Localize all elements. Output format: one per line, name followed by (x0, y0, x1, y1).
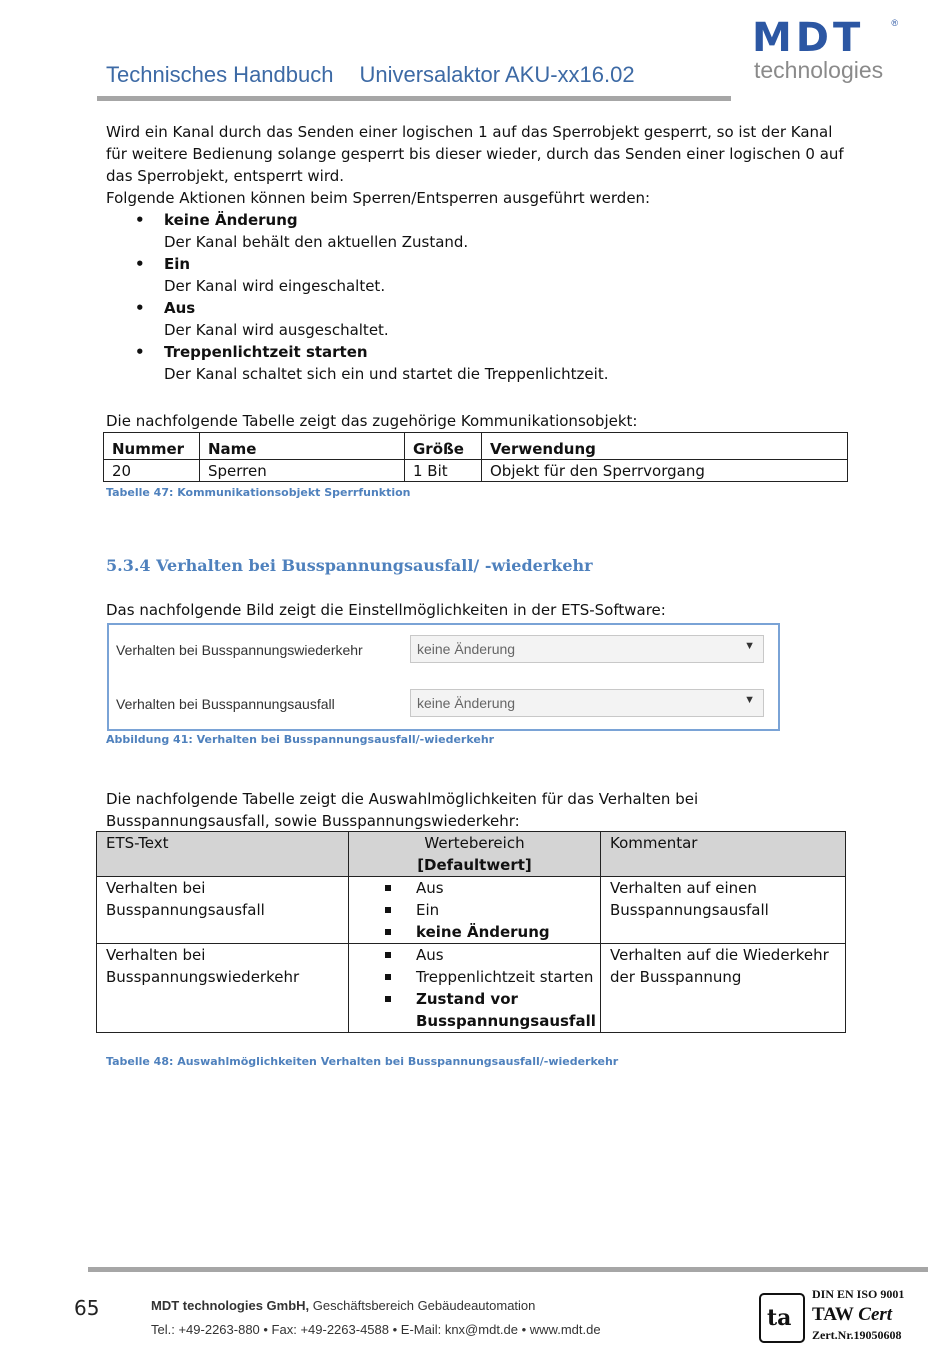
action-desc: Der Kanal schaltet sich ein und startet die Treppenlichtzeit. (164, 365, 609, 383)
list-item (377, 944, 600, 966)
footer-company (151, 1298, 535, 1313)
cert-issuer-suffix: Cert (858, 1304, 893, 1325)
table-header-cell (349, 832, 601, 877)
table-row (104, 460, 848, 482)
options-table (96, 831, 846, 1033)
table-header-cell: Kommentar (601, 832, 846, 877)
taw-logo-text: ta (767, 1305, 792, 1331)
table-cell: Verhalten bei Busspannungswiederkehr (97, 944, 349, 1033)
cert-standard: DIN EN ISO 9001 (812, 1287, 905, 1301)
list-item (377, 966, 600, 988)
square-bullet-icon (385, 996, 391, 1002)
table-cell: 1 Bit (405, 460, 482, 482)
figure-caption: Abbildung 41: Verhalten bei Busspannungsausfall/-wiederkehr (106, 733, 495, 746)
table-header-cell: ETS-Text (97, 832, 349, 877)
page-number: 65 (74, 1296, 100, 1320)
table-header-row (97, 832, 846, 877)
action-desc: Der Kanal wird eingeschaltet. (164, 277, 386, 295)
header-line: [Defaultwert] (417, 856, 532, 874)
option-list (349, 944, 600, 1032)
square-bullet-icon (385, 907, 391, 913)
company-name: MDT technologies GmbH, (151, 1298, 310, 1313)
list-item (135, 209, 835, 253)
table-cell: Verhalten auf einen Busspannungsausfall (601, 877, 846, 944)
table-header-cell: Verwendung (482, 433, 848, 460)
logo-sub-text: technologies (754, 57, 884, 83)
bullet-icon: • (135, 299, 145, 317)
footer-divider (88, 1267, 928, 1272)
option-text: keine Änderung (416, 923, 550, 941)
list-item (377, 988, 600, 1032)
bullet-icon: • (135, 211, 145, 229)
table-cell: Objekt für den Sperrvorgang (482, 460, 848, 482)
table-cell (349, 877, 601, 944)
option-list (349, 877, 600, 943)
select-value: keine Änderung (417, 641, 516, 657)
list-item (377, 899, 600, 921)
action-title: Aus (164, 299, 196, 317)
list-item (377, 921, 600, 943)
option-text: Treppenlichtzeit starten (416, 968, 594, 986)
bullet-icon: • (135, 343, 145, 361)
intro-list-lead: Folgende Aktionen können beim Sperren/Entsperren ausgeführt werden: (106, 189, 651, 207)
option-text: Ein (416, 901, 440, 919)
option-text: Zustand vor Busspannungsausfall (416, 990, 596, 1030)
table-cell (349, 944, 601, 1033)
section-intro: Das nachfolgende Bild zeigt die Einstellmöglichkeiten in der ETS-Software: (106, 601, 666, 619)
chevron-down-icon: ▼ (744, 694, 755, 706)
company-division: Geschäftsbereich Gebäudeautomation (312, 1298, 536, 1313)
mdt-logo (752, 15, 902, 96)
ets-settings-panel (107, 623, 780, 731)
option-text: Aus (416, 946, 444, 964)
footer-contact: Tel.: +49-2263-880 • Fax: +49-2263-4588 • E-Mail: knx@mdt.de • www.mdt.de (151, 1322, 601, 1337)
table-header-cell: Nummer (104, 433, 200, 460)
section-heading: 5.3.4 Verhalten bei Busspannungsausfall/ -wiederkehr (106, 556, 593, 575)
intro-text (106, 121, 846, 209)
cert-number: Zert.Nr.19050608 (812, 1328, 902, 1342)
cert-issuer (812, 1304, 892, 1326)
chevron-down-icon: ▼ (744, 640, 755, 652)
square-bullet-icon (385, 952, 391, 958)
table47-intro: Die nachfolgende Tabelle zeigt das zugehörige Kommunikationsobjekt: (106, 412, 638, 430)
action-list (135, 209, 835, 385)
square-bullet-icon (385, 929, 391, 935)
square-bullet-icon (385, 885, 391, 891)
ets-select-ausfall[interactable] (410, 689, 764, 717)
table-header-cell: Name (200, 433, 405, 460)
table-row (97, 877, 846, 944)
ets-label-ausfall: Verhalten bei Busspannungsausfall (116, 696, 335, 712)
list-item (377, 877, 600, 899)
action-desc: Der Kanal behält den aktuellen Zustand. (164, 233, 469, 251)
product-title: Universalaktor AKU-xx16.02 (359, 62, 635, 87)
table-cell: 20 (104, 460, 200, 482)
list-item (135, 297, 835, 341)
communication-object-table (103, 432, 848, 482)
table-cell: Verhalten auf die Wiederkehr der Busspannung (601, 944, 846, 1033)
table-header-row (104, 433, 848, 460)
list-item (135, 341, 835, 385)
table48-caption: Tabelle 48: Auswahlmöglichkeiten Verhalten bei Busspannungsausfall/-wiederkehr (106, 1055, 619, 1068)
table-cell: Verhalten bei Busspannungsausfall (97, 877, 349, 944)
square-bullet-icon (385, 974, 391, 980)
table47-caption: Tabelle 47: Kommunikationsobjekt Sperrfunktion (106, 486, 411, 499)
list-item (135, 253, 835, 297)
logo-main-text: MDT (752, 15, 865, 61)
table-row (97, 944, 846, 1033)
action-title: Treppenlichtzeit starten (164, 343, 368, 361)
ets-label-wiederkehr: Verhalten bei Busspannungswiederkehr (116, 642, 363, 658)
header-divider (97, 96, 731, 101)
table-header-cell: Größe (405, 433, 482, 460)
option-text: Aus (416, 879, 444, 897)
ets-select-wiederkehr[interactable] (410, 635, 764, 663)
taw-logo-icon (759, 1293, 805, 1343)
table48-intro: Die nachfolgende Tabelle zeigt die Auswahlmöglichkeiten für das Verhalten bei Busspannungsausfall, sowie Busspannungswiederkehr: (106, 790, 699, 830)
cert-issuer-name: TAW (812, 1304, 854, 1325)
action-title: keine Änderung (164, 211, 298, 229)
document-title (106, 62, 635, 88)
bullet-icon: • (135, 255, 145, 273)
action-title: Ein (164, 255, 191, 273)
header-line: Wertebereich (424, 834, 525, 852)
action-desc: Der Kanal wird ausgeschaltet. (164, 321, 389, 339)
table-cell: Sperren (200, 460, 405, 482)
registered-mark: ® (891, 18, 898, 28)
manual-title: Technisches Handbuch (106, 62, 334, 87)
select-value: keine Änderung (417, 695, 516, 711)
intro-paragraph: Wird ein Kanal durch das Senden einer logischen 1 auf das Sperrobjekt gesperrt, so ist der Kanal für weitere Bedienung solange gesperrt bis dieser wieder, durch das Senden einer logischen 0 auf das Sperrobjekt, entsperrt wird. (106, 123, 844, 185)
certification-badge (759, 1287, 929, 1347)
